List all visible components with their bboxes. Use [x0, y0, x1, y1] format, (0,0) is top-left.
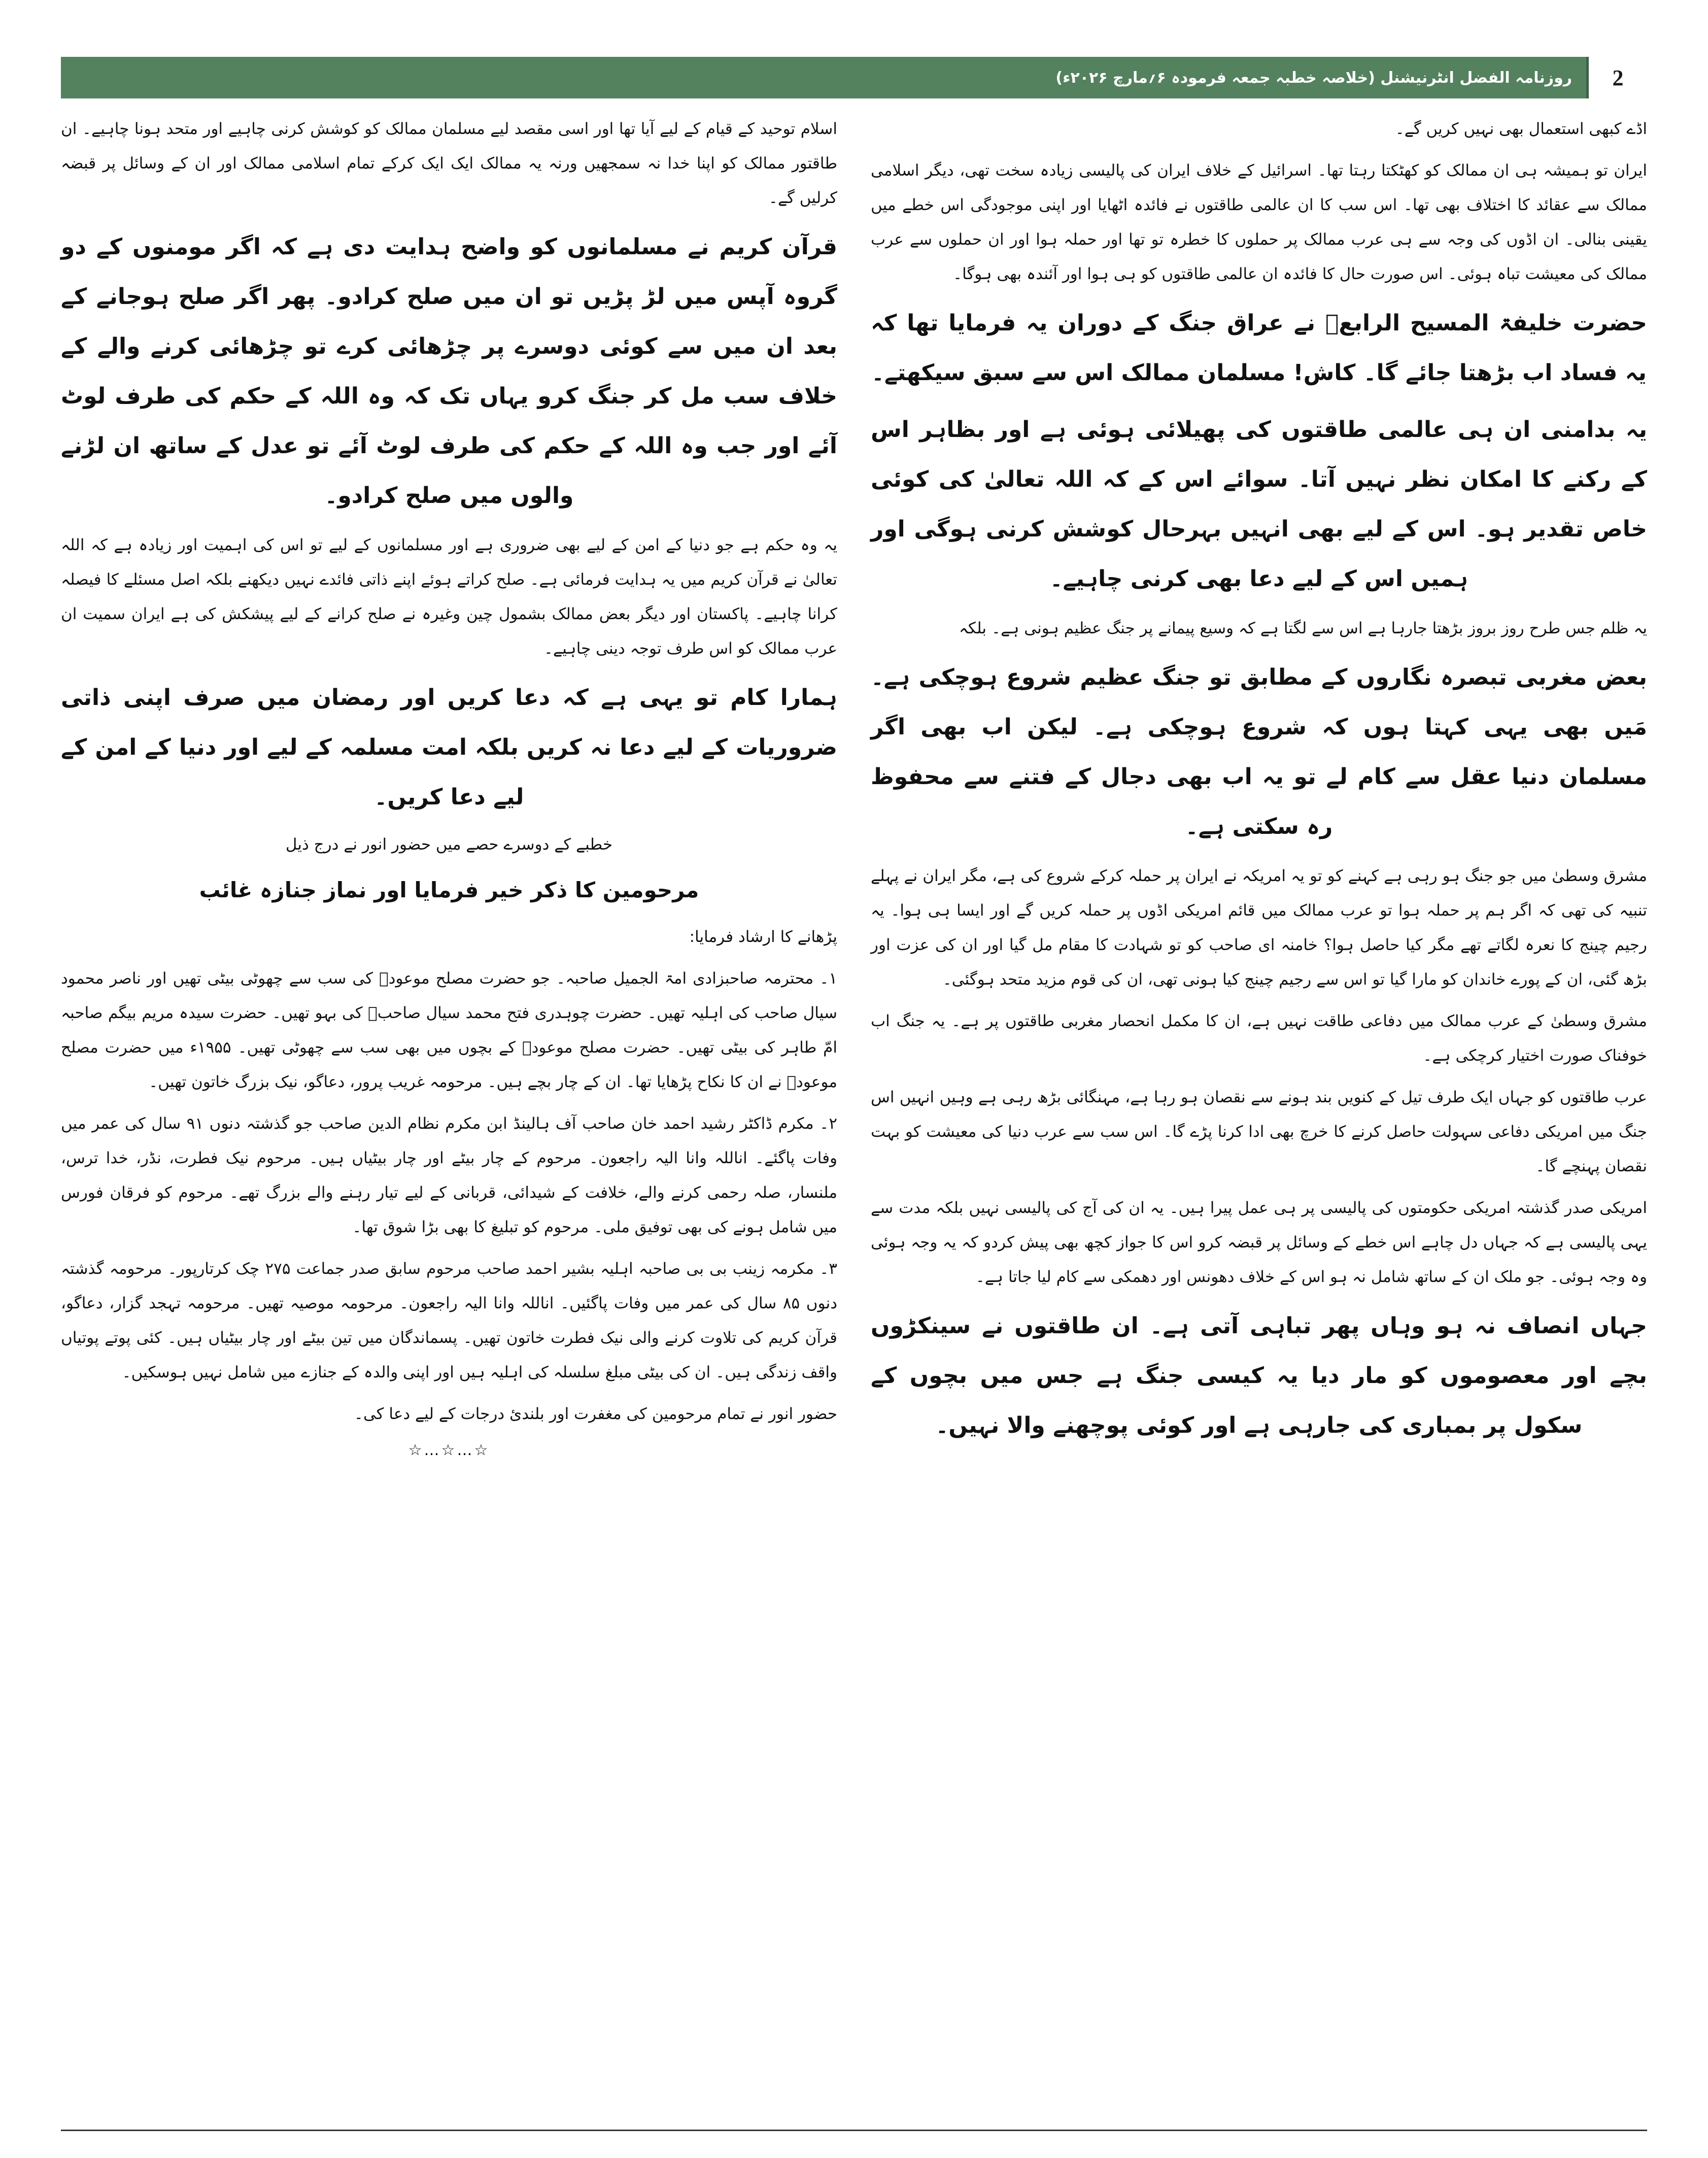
paragraph: عرب طاقتوں کو جہاں ایک طرف تیل کے کنویں بند ہونے سے نقصان ہو رہا ہے، مہنگائی بڑھ رہی ہے وہیں انہیں اس جنگ میں امریکی دفاعی سہولت حاصل کرنے کا خرچ بھی ادا کرنا پڑے گا۔ اس سب سے عرب دنیا کی معیشت کو بہت نقصان پہنچے گا۔: [871, 1088, 1647, 1175]
header-title: روزنامہ الفضل انٹرنیشنل (خلاصہ خطبہ جمعہ فرمودہ ۶؍مارچ ۲۰۲۶ء): [1055, 69, 1572, 87]
bold-quote: یہ بدامنی ان ہی عالمی طاقتوں کی پھیلائی ہوئی ہے اور بظاہر اس کے رکنے کا امکان نظر نہیں آتا۔ سوائے اس کے کہ اللہ تعالیٰ کی کوئی خاص تقدیر ہو۔ اس کے لیے بھی انہیں بہرحال کوشش کرنی ہوگی اور ہمیں اس کے لیے دعا بھی کرنی چاہیے۔: [871, 417, 1647, 592]
obituary-item: ۲۔ مکرم ڈاکٹر رشید احمد خان صاحب آف ہالینڈ ابن مکرم نظام الدین صاحب جو گذشتہ دنوں ۹۱ سال کی عمر میں وفات پاگئے۔ اناللہ وانا الیہ راجعون۔ مرحوم کے چار بیٹے اور چار بیٹیاں ہیں۔ مرحوم نیک فطرت، نڈر، خدا ترس، ملنسار، صلہ رحمی کرنے والے، خلافت کے شیدائی، قربانی کے لیے تیار رہنے والے بزرگ تھے۔ مرحوم کو فرقان فورس میں شامل ہونے کی بھی توفیق ملی۔ مرحوم کو تبلیغ کا بھی بڑا شوق تھا۔: [61, 1115, 837, 1236]
paragraph: اڈے کبھی استعمال بھی نہیں کریں گے۔: [1395, 120, 1647, 138]
obituary-heading: مرحومین کا ذکر خیر فرمایا اور نماز جنازہ غائب: [199, 878, 699, 902]
paragraph: یہ وہ حکم ہے جو دنیا کے امن کے لیے بھی ضروری ہے اور مسلمانوں کے لیے تو اس کی اہمیت اور زیادہ ہے کہ اللہ تعالیٰ نے قرآن کریم میں یہ ہدایت فرمائی ہے۔ صلح کراتے ہوئے اپنے ذاتی فائدے نہیں دیکھنے بلکہ اصل مسئلے کا فیصلہ کرانا چاہیے۔ پاکستان اور دیگر بعض ممالک بشمول چین وغیرہ نے صلح کرانے کے لیے پیشکش کی ہے ایران سمیت ان عرب ممالک کو اس طرف توجہ دینی چاہیے۔: [61, 536, 837, 658]
paragraph: امریکی صدر گذشتہ امریکی حکومتوں کی پالیسی پر ہی عمل پیرا ہیں۔ یہ ان کی آج کی پالیسی نہیں بلکہ مدت سے یہی پالیسی ہے کہ جہاں دل چاہے اس خطے کے وسائل پر قبضہ کرو اس کا جواز کچھ بھی پیش کردو کہ یہ وجہ ہوئی وہ وجہ ہوئی۔ جو ملک ان کے ساتھ شامل نہ ہو اس کے خلاف دھونس اور دھمکی سے کام لیا جاتا ہے۔: [871, 1199, 1647, 1286]
left-column: [61, 112, 837, 1459]
right-column: [871, 112, 1647, 1458]
section-note: خطبے کے دوسرے حصے میں حضور انور نے درج ذیل: [285, 835, 613, 854]
obituary-item: ۳۔ مکرمہ زینب بی بی صاحبہ اہلیہ بشیر احمد صاحب مرحوم سابق صدر جماعت ۲۷۵ چک کرتارپور۔ مرحومہ گذشتہ دنوں ۸۵ سال کی عمر میں وفات پاگئیں۔ اناللہ وانا الیہ راجعون۔ مرحومہ موصیہ تھیں۔ مرحومہ تہجد گزار، دعاگو، قرآن کریم کی تلاوت کرنے والی نیک فطرت خاتون تھیں۔ پسماندگان میں تین بیٹے اور چار بیٹیاں ہیں۔ کئی پوتے پوتیاں واقف زندگی ہیں۔ ان کی بیٹی مبلغ سلسلہ کی اہلیہ ہیں اور اپنی والدہ کے جنازے میں شامل نہیں ہوسکیں۔: [61, 1260, 838, 1381]
paragraph: ایران تو ہمیشہ ہی ان ممالک کو کھٹکتا رہتا تھا۔ اسرائیل کے خلاف ایران کی پالیسی زیادہ سخت تھی، دیگر اسلامی ممالک سے عقائد کا اختلاف بھی تھا۔ اس سب کا ان عالمی طاقتوں نے فائدہ اٹھایا اور اپنی موجودگی اس خطے میں یقینی بنالی۔ ان اڈوں کی وجہ سے ہی عرب ممالک پر حملوں کا خطرہ تو تھا اور حملہ ہوا اور ان حملوں سے عرب ممالک کی معیشت تباہ ہوئی۔ اس صورت حال کا فائدہ ان عالمی طاقتوں کو ہی ہوا اور آئندہ بھی ہوگا۔: [871, 161, 1647, 283]
star-divider: ☆…☆…☆: [408, 1441, 490, 1459]
bold-quote: قرآن کریم نے مسلمانوں کو واضح ہدایت دی ہے کہ اگر مومنوں کے دو گروہ آپس میں لڑ پڑیں تو ان میں صلح کرادو۔ پھر اگر صلح ہوجانے کے بعد ان میں سے کوئی دوسرے پر چڑھائی کرے تو چڑھائی کرنے والے کے خلاف سب مل کر جنگ کرو یہاں تک کہ وہ اللہ کے حکم کی طرف لوٹ آئے اور جب وہ اللہ کے حکم کی طرف لوٹ آئے تو عدل کے ساتھ ان لڑنے والوں میں صلح کرادو۔: [61, 234, 837, 509]
header-band: [61, 57, 1647, 98]
bold-quote: جہاں انصاف نہ ہو وہاں پھر تباہی آتی ہے۔ ان طاقتوں نے سینکڑوں بچے اور معصوموں کو مار دیا یہ کیسی جنگ ہے جس میں بچوں کے سکول پر بمباری کی جارہی ہے اور کوئی پوچھنے والا نہیں۔: [871, 1313, 1647, 1438]
paragraph: یہ ظلم جس طرح روز بروز بڑھتا جارہا ہے اس سے لگتا ہے کہ وسیع پیمانے پر جنگ عظیم ہونی ہے۔ بلکہ: [959, 619, 1647, 637]
bold-quote: حضرت خلیفۃ المسیح الرابعؒ نے عراق جنگ کے دوران یہ فرمایا تھا کہ یہ فساد اب بڑھتا جائے گا۔ کاش! مسلمان ممالک اس سے سبق سیکھتے۔: [871, 310, 1647, 386]
paragraph: پڑھانے کا ارشاد فرمایا:: [689, 928, 837, 946]
bold-quote: بعض مغربی تبصرہ نگاروں کے مطابق تو جنگ عظیم شروع ہوچکی ہے۔ مَیں بھی یہی کہتا ہوں کہ شروع ہوچکی ہے۔ لیکن اب بھی اگر مسلمان دنیا عقل سے کام لے تو یہ اب بھی دجال کے فتنے سے محفوظ رہ سکتی ہے۔: [871, 664, 1647, 839]
bold-quote: ہمارا کام تو یہی ہے کہ دعا کریں اور رمضان میں صرف اپنی ذاتی ضروریات کے لیے دعا نہ کریں بلکہ امت مسلمہ کے لیے اور دنیا کے امن کے لیے دعا کریں۔: [61, 685, 837, 810]
paragraph: مشرق وسطیٰ کے عرب ممالک میں دفاعی طاقت نہیں ہے، ان کا مکمل انحصار مغربی طاقتوں پر ہے۔ یہ جنگ اب خوفناک صورت اختیار کرچکی ہے۔: [871, 1012, 1647, 1065]
paragraph: اسلام توحید کے قیام کے لیے آیا تھا اور اسی مقصد لیے مسلمان ممالک کو کوشش کرنی چاہیے اور متحد ہونا چاہیے۔ ان طاقتور ممالک کو اپنا خدا نہ سمجھیں ورنہ یہ ممالک ایک ایک کرکے تمام اسلامی ممالک اور ان کے وسائل پر قبضہ کرلیں گے۔: [61, 120, 837, 207]
paragraph: مشرق وسطیٰ میں جو جنگ ہو رہی ہے کہنے کو تو یہ امریکہ نے ایران پر حملہ کرکے شروع کی ہے، مگر ایران نے پہلے تنبیہ کی تھی کہ اگر ہم پر حملہ ہوا تو عرب ممالک میں قائم امریکی اڈوں پر حملہ کریں گے اور ایسا ہی ہوا۔ یہ رجیم چینج کا نعرہ لگاتے تھے مگر کیا حاصل ہوا؟ خامنہ ای صاحب کو تو شہادت کا مقام مل گیا اور ان کی عزت اور بڑھ گئی، ان کے پورے خاندان کو مارا گیا تو اس سے رجیم چینج کیا ہونی تھی، ان کی قوم مزید متحد ہوگئی۔: [871, 867, 1647, 989]
header-title-wrap: [1055, 57, 1586, 98]
obituary-item: ۱۔ محترمہ صاحبزادی امۃ الجمیل صاحبہ۔ جو حضرت مصلح موعودؓ کی سب سے چھوٹی بیٹی تھیں اور ناصر محمود سیال صاحب کی اہلیہ تھیں۔ حضرت چوہدری فتح محمد سیال صاحبؓ کی بہو تھیں۔ حضرت سیدہ مریم بیگم صاحبہ امّ طاہر کی بیٹی تھیں۔ حضرت مصلح موعودؓ کے بچوں میں بھی سب سے چھوٹی تھیں۔ ۱۹۵۵ء میں حضرت مصلح موعودؓ نے ان کا نکاح پڑھایا تھا۔ ان کے چار بچے ہیں۔ مرحومہ غریب پرور، دعاگو، نیک بزرگ خاتون تھیں۔: [61, 969, 837, 1091]
closing-prayer: حضور انور نے تمام مرحومین کی مغفرت اور بلندیٔ درجات کے لیے دعا کی۔: [354, 1405, 837, 1423]
bottom-divider: [61, 2130, 1647, 2131]
page-number: 2: [1586, 57, 1647, 98]
